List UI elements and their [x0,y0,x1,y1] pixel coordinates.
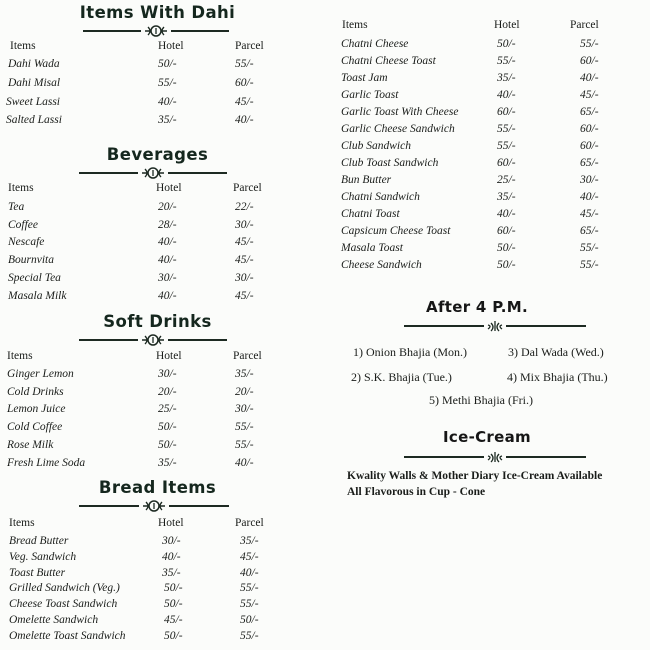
menu-row: Masala Toast 50/- 55/- [341,242,599,254]
menu-row: Dahi Wada 50/- 55/- [8,58,254,70]
menu-row: Masala Milk 40/- 45/- [8,290,254,302]
menu-row: Chatni Toast 40/- 45/- [341,208,599,220]
ice-cream-line: Kwality Walls & Mother Diary Ice-Cream Available [347,470,603,482]
table-header: Items Hotel Parcel [9,517,264,529]
col-parcel: Parcel [235,40,264,52]
after4-item: 5) Methi Bhajia (Fri.) [429,393,533,407]
col-hotel: Hotel [158,40,184,52]
menu-row: Veg. Sandwich 40/- 45/- [9,551,259,563]
menu-row: Club Sandwich 55/- 60/- [341,140,599,152]
menu-row: Omelette Sandwich 45/- 50/- [9,614,259,626]
menu-row: Tea 20/- 22/- [8,201,254,213]
menu-row: Salted Lassi 35/- 40/- [6,114,254,126]
col-items: Items [10,40,36,52]
menu-row: Grilled Sandwich (Veg.) 50/- 55/- [9,582,259,594]
after4-item: 3) Dal Wada (Wed.) [508,345,604,359]
menu-row: Garlic Cheese Sandwich 55/- 60/- [341,123,599,135]
menu-row: Cold Coffee 50/- 55/- [7,421,254,433]
menu-row: Cold Drinks 20/- 20/- [7,386,254,398]
after4-item: 1) Onion Bhajia (Mon.) [353,345,467,359]
after4-item: 4) Mix Bhajia (Thu.) [507,370,608,384]
flourish-divider-icon [404,320,586,332]
menu-row: Club Toast Sandwich 60/- 65/- [341,157,599,169]
menu-row: Fresh Lime Soda 35/- 40/- [7,457,254,469]
menu-row: Omelette Toast Sandwich 50/- 55/- [9,630,259,642]
menu-row: Garlic Toast With Cheese 60/- 65/- [341,106,599,118]
menu-row: Nescafe 40/- 45/- [8,236,254,248]
after4-item: 2) S.K. Bhajia (Tue.) [351,370,452,384]
menu-row: Bread Butter 30/- 35/- [9,535,259,547]
menu-row: Chatni Cheese 50/- 55/- [341,38,599,50]
menu-row: Garlic Toast 40/- 45/- [341,89,599,101]
section-title-beverages: Beverages [106,145,209,164]
table-header [10,40,310,57]
ornament-divider-icon [83,25,229,37]
section-title-bread-items: Bread Items [98,478,217,497]
ornament-divider-icon [79,500,229,512]
menu-row: Cheese Sandwich 50/- 55/- [341,259,599,271]
table-header: Items Hotel Parcel [342,19,599,31]
section-title-soft-drinks: Soft Drinks [103,312,212,331]
menu-row: Capsicum Cheese Toast 60/- 65/- [341,225,599,237]
menu-row: Coffee 28/- 30/- [8,219,254,231]
menu-row: Bun Butter 25/- 30/- [341,174,599,186]
table-header: Items Hotel Parcel [8,182,262,194]
menu-row: Toast Jam 35/- 40/- [341,72,599,84]
ice-cream-line: All Flavorous in Cup - Cone [347,486,486,498]
menu-row: Special Tea 30/- 30/- [8,272,254,284]
menu-row: Toast Butter 35/- 40/- [9,567,259,579]
menu-row: Dahi Misal 55/- 60/- [8,77,254,89]
menu-row: Chatni Cheese Toast 55/- 60/- [341,55,599,67]
ornament-divider-icon [79,167,227,179]
menu-row: Bournvita 40/- 45/- [8,254,254,266]
ornament-divider-icon [79,334,227,346]
menu-row: Chatni Sandwich 35/- 40/- [341,191,599,203]
menu-row: Cheese Toast Sandwich 50/- 55/- [9,598,259,610]
menu-row: Ginger Lemon 30/- 35/- [7,368,254,380]
menu-row: Lemon Juice 25/- 30/- [7,403,254,415]
flourish-divider-icon [404,451,586,463]
section-title-ice-cream: Ice-Cream [443,428,531,446]
menu-row: Rose Milk 50/- 55/- [7,439,254,451]
section-title-dahi: Items With Dahi [79,3,236,22]
menu-row: Sweet Lassi 40/- 45/- [6,96,254,108]
table-header: Items Hotel Parcel [7,350,262,362]
section-title-after-4pm: After 4 P.M. [426,298,528,316]
